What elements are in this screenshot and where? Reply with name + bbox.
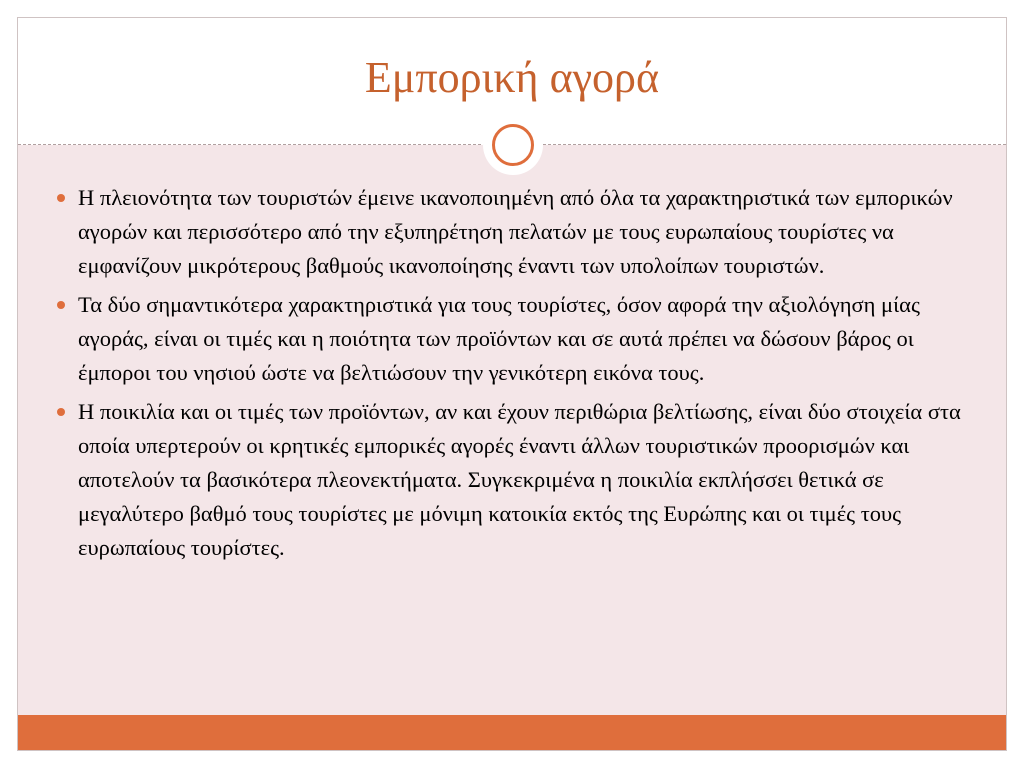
bullet-dot-icon xyxy=(57,194,65,202)
bullet-text: Η ποικιλία και οι τιμές των προϊόντων, αν και έχουν περιθώρια βελτίωσης, είναι δύο στοιχεία στα οποία υπερτερούν οι κρητικές εμπορικές αγορές έναντι άλλων τουριστικών προορισμών και αποτελούν τα βασικότερα πλεονεκτήματα. Συγκεκριμένα η ποικιλία εκπλήσσει θετικά σε μεγαλύτερο βαθμό τους τουρίστες με μόνιμη κατοικία εκτός της Ευρώπης και οι τιμές τους ευρωπαίους τουρίστες. xyxy=(78,399,961,560)
circle-ornament-icon xyxy=(483,115,543,175)
footer-bar xyxy=(18,715,1006,750)
circle-ring xyxy=(492,124,534,166)
bullet-item xyxy=(50,288,970,390)
bullet-text: Η πλειονότητα των τουριστών έμεινε ικανοποιημένη από όλα τα χαρακτηριστικά των εμπορικών αγορών και περισσότερο από την εξυπηρέτηση πελατών με τους ευρωπαίους τουρίστες να εμφανίζουν μικρότερους βαθμούς ικανοποίησης έναντι των υπολοίπων τουριστών. xyxy=(78,185,953,278)
slide-title: Εμπορική αγορά xyxy=(364,53,660,102)
slide xyxy=(17,17,1007,751)
bullet-text: Τα δύο σημαντικότερα χαρακτηριστικά για τους τουρίστες, όσον αφορά την αξιολόγηση μίας αγοράς, είναι οι τιμές και η ποιότητα των προϊόντων και σε αυτά πρέπει να δώσουν βάρος οι έμποροι του νησιού ώστε να βελτιώσουν την γενικότερη εικόνα τους. xyxy=(78,292,920,385)
bullet-dot-icon xyxy=(57,301,65,309)
bullet-item xyxy=(50,395,970,565)
bullet-dot-icon xyxy=(57,408,65,416)
bullet-list xyxy=(50,181,970,570)
bullet-item xyxy=(50,181,970,283)
